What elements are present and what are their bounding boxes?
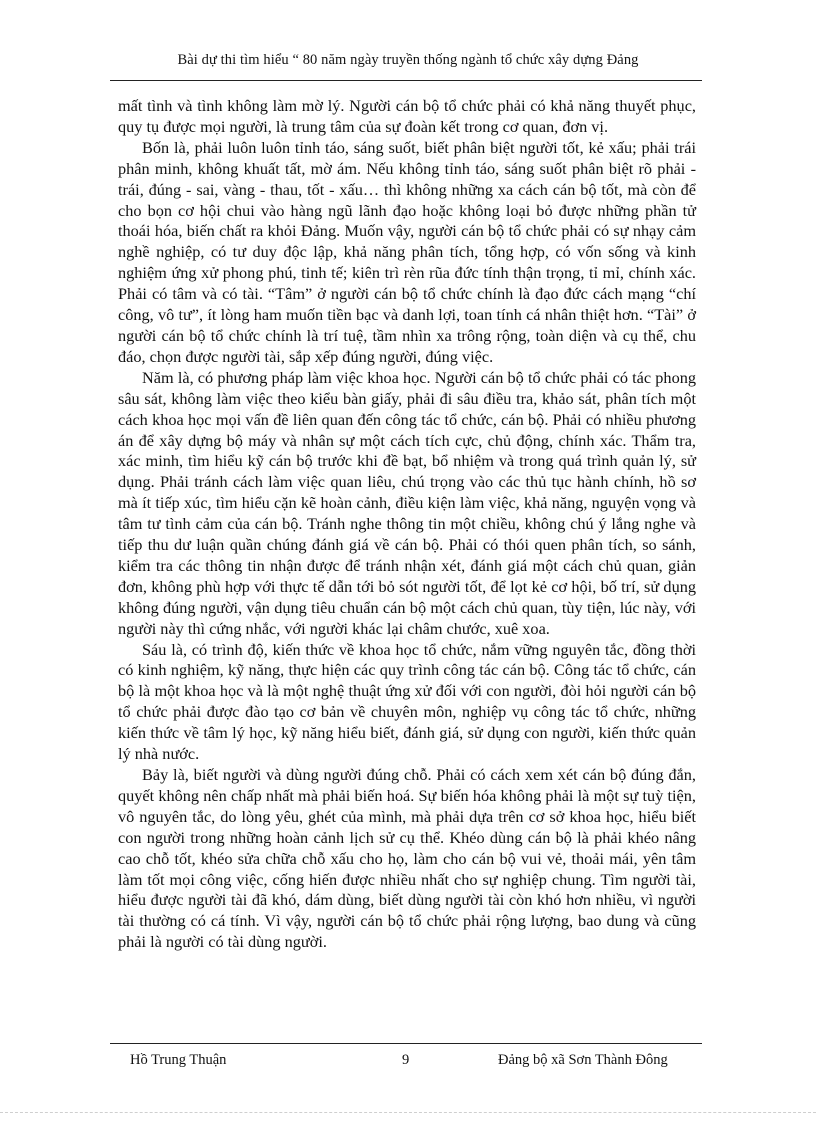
paragraph-point-seven: Bảy là, biết người và dùng người đúng chỗ. Phải có cách xem xét cán bộ đúng đắn, quyết không nên chấp nhất mà phải biến hoá. Sự biến hóa không phải là một sự tuỳ tiện, vô nguyên tắc, do lòng yêu, ghét của mình, mà phải dựa trên cơ sở khoa học, hiểu biết con người trong những hoàn cảnh lịch sử cụ thể. Khéo dùng cán bộ là phải khéo nâng cao chỗ tốt, khéo sửa chữa chỗ xấu cho họ, làm cho cán bộ vui vẻ, thoải mái, yên tâm làm tốt mọi công việc, cống hiến được nhiều nhất cho sự nghiệp chung. Tìm người tài, hiểu được người tài đã khó, dám dùng, biết dùng người tài còn khó hơn nhiều, vì người tài thường có cá tính. Vì vậy, người cán bộ tổ chức phải rộng lượng, bao dung và cũng phải là người có tài dùng người. bbox=[118, 765, 696, 952]
footer-divider bbox=[110, 1043, 702, 1044]
paragraph-point-four: Bốn là, phải luôn luôn tỉnh táo, sáng suốt, biết phân biệt người tốt, kẻ xấu; phải trái phân minh, không khuất tất, mờ ám. Nếu không tỉnh táo, sáng suốt phân biệt rõ phải - trái, đúng - sai, vàng - thau, tốt - xấu… thì không những xa cách cán bộ tốt, mà còn để cho bọn cơ hội chui vào hàng ngũ lãnh đạo hoặc không loại bỏ được những phần tử thoái hóa, biến chất ra khỏi Đảng. Muốn vậy, người cán bộ tổ chức phải có sự nhạy cảm nghề nghiệp, có tư duy độc lập, khả năng phân tích, tổng hợp, có vốn sống và kinh nghiệm ứng xử phong phú, tinh tế; kiên trì rèn rũa đức tính thận trọng, tỉ mỉ, chính xác. Phải có tâm và có tài. “Tâm” ở người cán bộ tổ chức chính là đạo đức cách mạng “chí công, vô tư”, ít lòng ham muốn tiền bạc và danh lợi, toan tính cá nhân thiệt hơn. “Tài” ở người cán bộ tổ chức chính là trí tuệ, tầm nhìn xa trông rộng, toàn diện và cụ thể, chu đáo, chọn được người tài, sắp xếp đúng người, đúng việc. bbox=[118, 137, 696, 366]
paragraph-continuation: mất tình và tình không làm mờ lý. Người cán bộ tổ chức phải có khả năng thuyết phục, quy tụ được mọi người, là trung tâm của sự đoàn kết trong cơ quan, đơn vị. bbox=[118, 96, 696, 136]
footer-page-number: 9 bbox=[402, 1052, 410, 1068]
document-body bbox=[118, 96, 696, 953]
page-break-line bbox=[0, 1112, 816, 1113]
paragraph-point-five: Năm là, có phương pháp làm việc khoa học. Người cán bộ tổ chức phải có tác phong sâu sát, không làm việc theo kiểu bàn giấy, phải đi sâu điều tra, khảo sát, phân tích một cách khoa học mọi vấn đề liên quan đến công tác tổ chức, cán bộ. Phải có nhiều phương án để xây dựng bộ máy và nhân sự một cách tích cực, chủ động, chính xác. Thẩm tra, xác minh, tìm hiểu kỹ cán bộ trước khi đề bạt, bổ nhiệm và trong quá trình quản lý, sử dụng. Phải tránh cách làm việc quan liêu, chú trọng vào các thủ tục hành chính, hồ sơ mà ít tiếp xúc, tìm hiểu cặn kẽ hoàn cảnh, điều kiện làm việc, khả năng, nguyện vọng và tâm tư tình cảm của cán bộ. Tránh nghe thông tin một chiều, không chú ý lắng nghe và tiếp thu dư luận quần chúng đánh giá về cán bộ. Phải có thói quen phân tích, so sánh, kiểm tra các thông tin nhận được để tránh nhận xét, đánh giá một cách chủ quan, giản đơn, không phù hợp với thực tế dẫn tới bỏ sót người tốt, để lọt kẻ cơ hội, bố trí, sử dụng không đúng người, vận dụng tiêu chuẩn cán bộ một cách chủ quan, tùy tiện, lúc này, với người này thì cứng nhắc, với người khác lại châm chước, xuê xoa. bbox=[118, 367, 696, 638]
paragraph-point-six: Sáu là, có trình độ, kiến thức về khoa học tổ chức, nắm vững nguyên tắc, đồng thời có kinh nghiệm, kỹ năng, thực hiện các quy trình công tác cán bộ. Công tác tổ chức, cán bộ là một khoa học và là một nghệ thuật ứng xử đối với con người, đòi hỏi người cán bộ tổ chức phải được đào tạo cơ bản về chuyên môn, nghiệp vụ công tác tổ chức, những kiến thức về tâm lý học, kỹ năng hiểu biết, đánh giá, sử dụng con người, kiến thức quản lý nhà nước. bbox=[118, 639, 696, 764]
footer-organization: Đảng bộ xã Sơn Thành Đông bbox=[498, 1052, 668, 1068]
page-header-title: Bài dự thi tìm hiểu “ 80 năm ngày truyền thống ngành tổ chức xây dựng Đảng bbox=[177, 52, 639, 68]
header-divider bbox=[110, 80, 702, 81]
footer-author: Hồ Trung Thuận bbox=[130, 1052, 227, 1068]
